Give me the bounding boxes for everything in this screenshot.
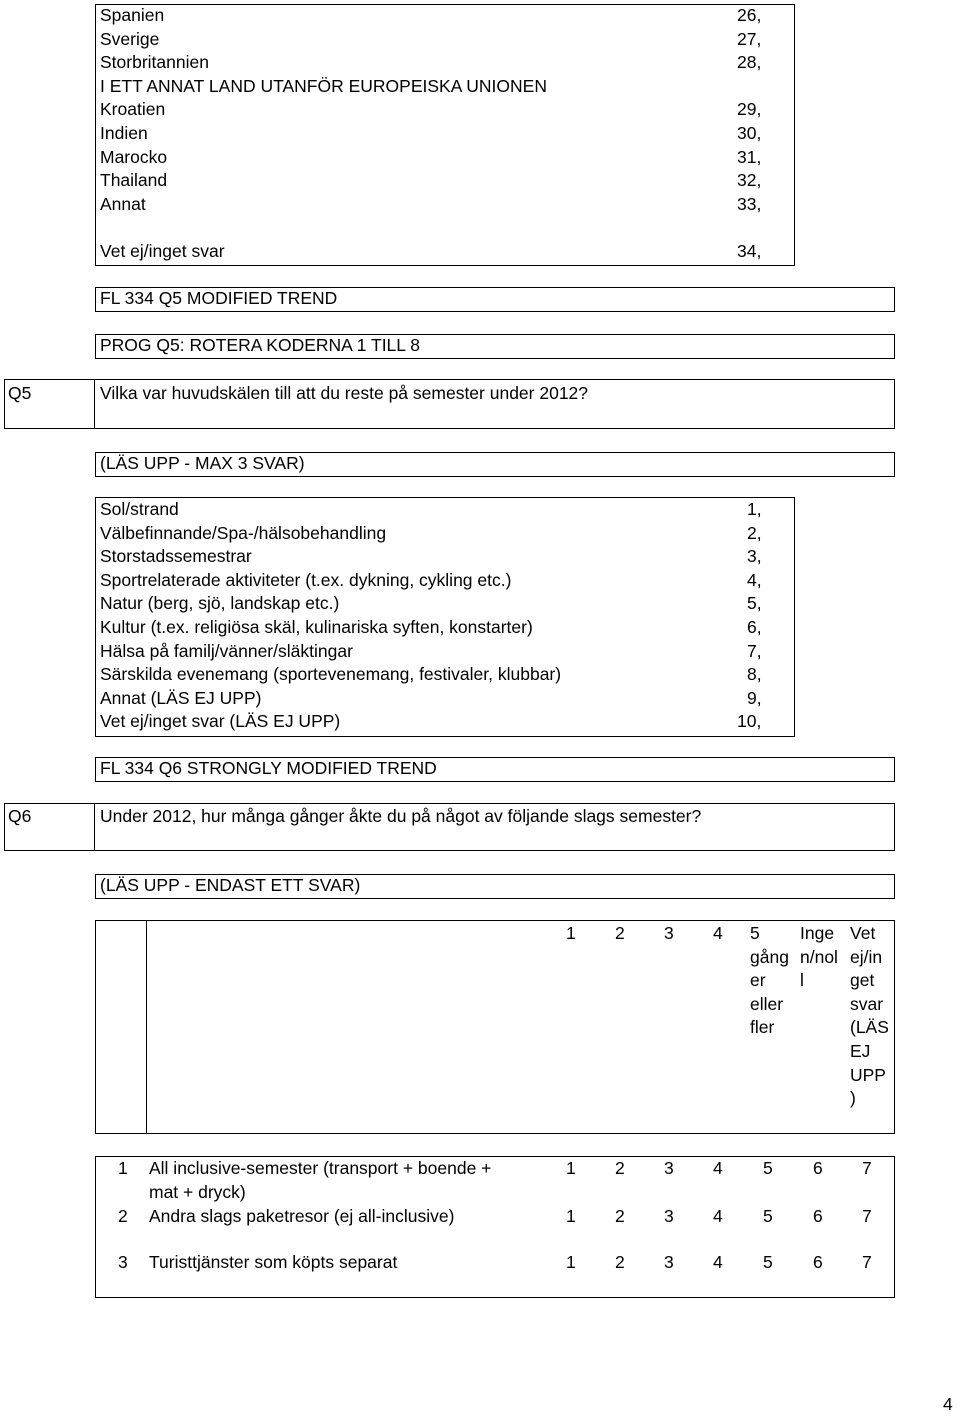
q5-option-label: Välbefinnande/Spa-/hälsobehandling <box>100 522 387 543</box>
q5-option-code: 1, <box>747 499 762 519</box>
q6-column-header-text: fler <box>750 1017 775 1038</box>
q6-row-number: 1 <box>118 1158 128 1178</box>
q6-answer-code: 2 <box>615 1206 625 1226</box>
q6-row-label: mat + dryck) <box>149 1181 246 1202</box>
country-label: Spanien <box>100 5 165 25</box>
q6-row-number: 2 <box>118 1206 128 1226</box>
q5-option-label: Sol/strand <box>100 499 179 519</box>
q6-column-header-text: er <box>750 970 766 991</box>
q6-answer-code: 6 <box>813 1158 823 1178</box>
q5-question-divider <box>94 379 95 429</box>
q6-answer-code: 5 <box>763 1206 773 1226</box>
q6-answer-code: 3 <box>664 1252 674 1272</box>
q6-column-header-text: get <box>850 970 875 991</box>
country-code-dont-know: 34, <box>737 241 762 261</box>
q6-column-header-text: 5 <box>750 923 760 943</box>
q5-option-code: 4, <box>747 569 762 590</box>
q6-row-number: 3 <box>118 1252 128 1272</box>
q6-answer-code: 1 <box>566 1158 576 1178</box>
q5-id: Q5 <box>8 383 32 403</box>
country-code: 28, <box>737 52 762 73</box>
q6-id: Q6 <box>8 806 32 826</box>
q5-option-code: 6, <box>747 617 762 637</box>
q6-answer-code: 7 <box>862 1252 872 1272</box>
q6-column-header-text: l <box>800 970 804 991</box>
q6-answer-code: 4 <box>713 1206 723 1226</box>
country-label: Indien <box>100 123 148 143</box>
country-label: Annat <box>100 193 146 214</box>
q6-column-header-text: EJ <box>850 1041 871 1061</box>
q6-column-header-text: Inge <box>800 923 835 943</box>
q5-instruction: (LÄS UPP - MAX 3 SVAR) <box>100 453 305 473</box>
country-label: Kroatien <box>100 99 166 120</box>
q6-question-divider <box>94 803 95 851</box>
country-code: 26, <box>737 5 762 25</box>
q6-question: Under 2012, hur många gånger åkte du på något av följande slags semester? <box>100 806 702 826</box>
q6-answer-code: 3 <box>664 1206 674 1226</box>
q5-option-code: 3, <box>747 546 762 567</box>
country-code: 32, <box>737 170 762 191</box>
q5-option-code: 2, <box>747 522 762 543</box>
country-label: Sverige <box>100 28 160 49</box>
q6-column-header-text: svar <box>850 993 884 1014</box>
q5-option-code: 8, <box>747 664 762 685</box>
q6-answer-code: 1 <box>566 1252 576 1272</box>
q5-option-label: Kultur (t.ex. religiösa skäl, kulinariska syften, konstarter) <box>100 617 533 637</box>
country-label-dont-know: Vet ej/inget svar <box>100 241 225 261</box>
q6-answer-code: 7 <box>862 1206 872 1226</box>
q5-option-label: Hälsa på familj/vänner/släktingar <box>100 640 353 661</box>
country-code: 30, <box>737 123 762 143</box>
q6-column-header-text: ej/in <box>850 946 883 967</box>
q6-instruction: (LÄS UPP - ENDAST ETT SVAR) <box>100 875 361 895</box>
q6-answer-code: 5 <box>763 1158 773 1178</box>
q6-answer-code: 7 <box>862 1158 872 1178</box>
q6-trend-note: FL 334 Q6 STRONGLY MODIFIED TREND <box>100 758 437 778</box>
q6-column-header-text: gång <box>750 946 789 967</box>
q6-column-header-text: Vet <box>850 923 876 943</box>
q6-column-header-text: 2 <box>615 923 625 943</box>
q6-answer-code: 2 <box>615 1252 625 1272</box>
q6-header-divider <box>146 920 147 1134</box>
q5-option-label: Särskilda evenemang (sportevenemang, festivaler, klubbar) <box>100 664 562 685</box>
q6-column-header-text: eller <box>750 993 784 1014</box>
country-label: Thailand <box>100 170 168 191</box>
country-code: 33, <box>737 193 762 214</box>
country-code: 27, <box>737 28 762 49</box>
q6-row-label: All inclusive-semester (transport + boende + <box>149 1158 492 1178</box>
q5-option-label: Storstadssemestrar <box>100 546 252 567</box>
q5-option-code: 10, <box>737 711 762 732</box>
q6-answer-code: 4 <box>713 1158 723 1178</box>
country-label: Marocko <box>100 146 168 167</box>
q5-prog-note: PROG Q5: ROTERA KODERNA 1 TILL 8 <box>100 335 420 355</box>
q6-column-header-text: 3 <box>664 923 674 943</box>
q6-column-header-text: (LÄS <box>850 1017 889 1038</box>
q6-column-header-text: ) <box>850 1088 856 1109</box>
country-label: Storbritannien <box>100 52 209 73</box>
q5-option-code: 5, <box>747 593 762 614</box>
q6-answer-code: 4 <box>713 1252 723 1272</box>
q5-option-code: 9, <box>747 687 762 708</box>
q6-answer-code: 6 <box>813 1252 823 1272</box>
q5-option-label: Vet ej/inget svar (LÄS EJ UPP) <box>100 711 341 732</box>
q6-row-label: Turisttjänster som köpts separat <box>149 1252 398 1272</box>
q5-option-label: Sportrelaterade aktiviteter (t.ex. dykning, cykling etc.) <box>100 569 512 590</box>
q5-option-code: 7, <box>747 640 762 661</box>
q6-answer-code: 2 <box>615 1158 625 1178</box>
country-code: 29, <box>737 99 762 120</box>
country-code: 31, <box>737 146 762 167</box>
q6-column-header-text: 4 <box>713 923 723 943</box>
q6-answer-code: 3 <box>664 1158 674 1178</box>
q6-answer-code: 1 <box>566 1206 576 1226</box>
q6-answer-code: 5 <box>763 1252 773 1272</box>
country-list-box <box>95 4 795 266</box>
q5-question: Vilka var huvudskälen till att du reste på semester under 2012? <box>100 383 589 403</box>
q6-column-header-text: 1 <box>566 923 576 943</box>
country-label: I ETT ANNAT LAND UTANFÖR EUROPEISKA UNIONEN <box>100 75 547 96</box>
q5-option-label: Annat (LÄS EJ UPP) <box>100 687 262 708</box>
q5-trend-note: FL 334 Q5 MODIFIED TREND <box>100 288 338 308</box>
q6-answer-code: 6 <box>813 1206 823 1226</box>
q6-column-header-text: n/nol <box>800 946 838 967</box>
q5-option-label: Natur (berg, sjö, landskap etc.) <box>100 593 340 614</box>
q6-row-label: Andra slags paketresor (ej all-inclusive) <box>149 1206 455 1226</box>
page-number: 4 <box>943 1394 953 1414</box>
q6-column-header-text: UPP <box>850 1064 886 1085</box>
